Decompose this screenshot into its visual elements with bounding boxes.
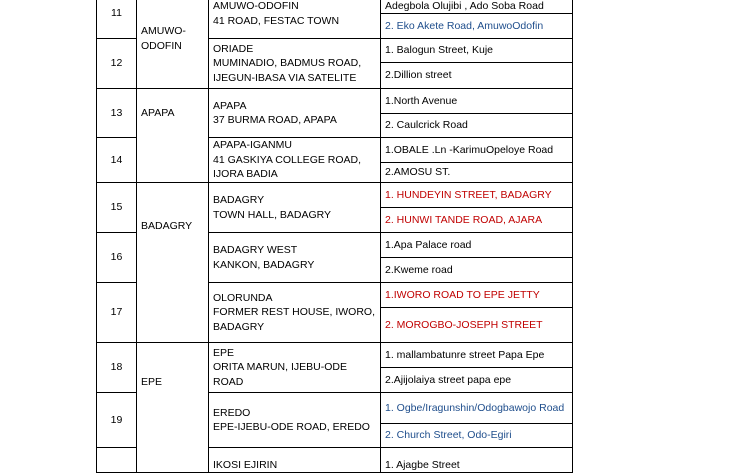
office-address: OLORUNDA FORMER REST HOUSE, IWORO, BADAGRY (209, 283, 381, 343)
address-cell: 1. Ajagbe Street (381, 448, 573, 473)
serial-number: 17 (97, 283, 137, 343)
address-cell: 1. Ogbe/Iragunshin/Odogbawojo Road (381, 393, 573, 424)
serial-number: 16 (97, 233, 137, 283)
serial-number (97, 448, 137, 473)
address-cell: 2. Eko Akete Road, AmuwoOdofin (381, 14, 573, 39)
office-address: AMUWO-ODOFIN 41 ROAD, FESTAC TOWN (209, 0, 381, 39)
office-address: APAPA 37 BURMA ROAD, APAPA (209, 89, 381, 138)
address-cell: 1. Balogun Street, Kuje (381, 39, 573, 63)
serial-number: 14 (97, 138, 137, 183)
lga-name: BADAGRY (137, 183, 209, 343)
office-address: IKOSI EJIRIN (209, 448, 381, 473)
office-address: EPE ORITA MARUN, IJEBU-ODE ROAD (209, 343, 381, 393)
serial-number: 18 (97, 343, 137, 393)
office-address: APAPA-IGANMU 41 GASKIYA COLLEGE ROAD, IJORA BADIA (209, 138, 381, 183)
address-cell: 2. MOROGBO-JOSEPH STREET (381, 308, 573, 343)
address-cell: 1.OBALE .Ln -KarimuOpeloye Road (381, 138, 573, 163)
address-cell: 1.IWORO ROAD TO EPE JETTY (381, 283, 573, 308)
address-cell: Adegbola Olujibi , Ado Soba Road (381, 0, 573, 14)
address-cell: 1.North Avenue (381, 89, 573, 114)
address-cell: 2. HUNWI TANDE ROAD, AJARA (381, 208, 573, 233)
serial-number: 19 (97, 393, 137, 448)
address-cell: 1. mallambatunre street Papa Epe (381, 343, 573, 368)
office-address: EREDO EPE-IJEBU-ODE ROAD, EREDO (209, 393, 381, 448)
ward-offices-table (96, 0, 573, 473)
address-cell: 1. HUNDEYIN STREET, BADAGRY (381, 183, 573, 208)
address-cell: 2.Ajijolaiya street papa epe (381, 368, 573, 393)
serial-number: 12 (97, 39, 137, 89)
lga-name: APAPA (137, 89, 209, 183)
lga-name: AMUWO- ODOFIN (137, 0, 209, 89)
table-row (97, 183, 573, 208)
address-cell: 2.Kweme road (381, 258, 573, 283)
serial-number: 13 (97, 89, 137, 138)
serial-number: 11 (97, 0, 137, 39)
address-cell: 2. Church Street, Odo-Egiri (381, 424, 573, 448)
address-cell: 1.Apa Palace road (381, 233, 573, 258)
table-row (97, 89, 573, 114)
serial-number: 15 (97, 183, 137, 233)
table-row (97, 343, 573, 368)
office-address: BADAGRY TOWN HALL, BADAGRY (209, 183, 381, 233)
address-cell: 2.AMOSU ST. (381, 163, 573, 183)
office-address: ORIADE MUMINADIO, BADMUS ROAD, IJEGUN-IBASA VIA SATELITE (209, 39, 381, 89)
address-cell: 2.Dillion street (381, 63, 573, 89)
office-address: BADAGRY WEST KANKON, BADAGRY (209, 233, 381, 283)
lga-name: EPE (137, 343, 209, 473)
table-row (97, 0, 573, 14)
address-cell: 2. Caulcrick Road (381, 114, 573, 138)
